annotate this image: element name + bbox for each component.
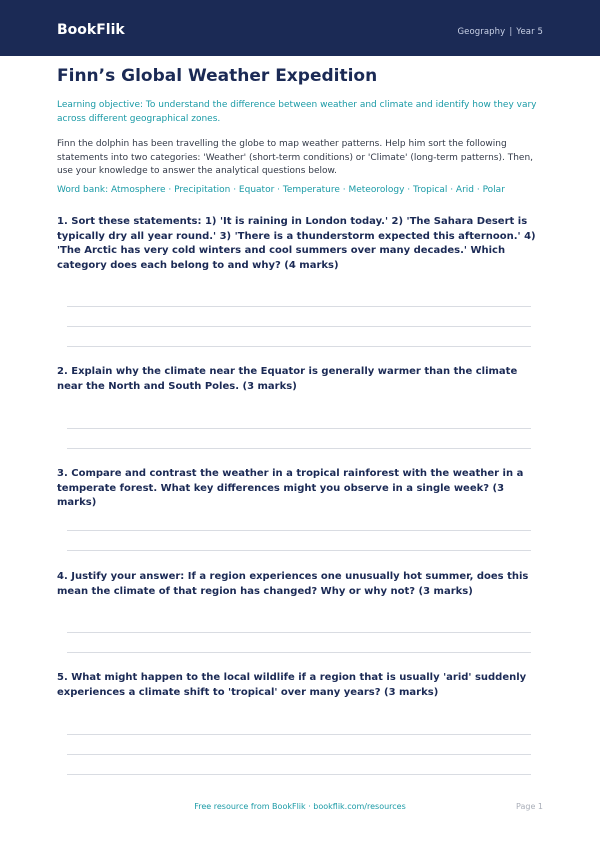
footer-text[interactable]: Free resource from BookFlik · bookflik.com/resources — [194, 802, 406, 811]
answer-line[interactable] — [67, 652, 531, 653]
answer-line[interactable] — [67, 448, 531, 449]
header-meta — [457, 27, 543, 37]
page-number: Page 1 — [516, 802, 543, 811]
question-5: 5. What might happen to the local wildlife if a region that is usually 'arid' suddenly experiences a climate shift to 'tropical' over many years? (3 marks) — [57, 672, 527, 698]
word-bank: Word bank: Atmosphere · Precipitation · Equator · Temperature · Meteorology · Tropical · Arid · Polar — [57, 185, 505, 195]
year-label: Year 5 — [516, 27, 543, 37]
answer-line[interactable] — [67, 734, 531, 735]
question-3: 3. Compare and contrast the weather in a tropical rainforest with the weather in a temperate forest. What key differences might you observe in a single week? (3 marks) — [57, 468, 524, 508]
subject-label: Geography — [457, 27, 506, 37]
answer-line[interactable] — [67, 550, 531, 551]
header-bar — [0, 0, 600, 56]
brand-logo[interactable]: BookFlik — [57, 22, 125, 38]
question-4: 4. Justify your answer: If a region experiences one unusually hot summer, does this mean the climate of that region has changed? Why or why not? (3 marks) — [57, 571, 529, 597]
answer-line[interactable] — [67, 530, 531, 531]
meta-separator: | — [509, 27, 513, 37]
answer-line[interactable] — [67, 754, 531, 755]
answer-line[interactable] — [67, 774, 531, 775]
answer-line[interactable] — [67, 632, 531, 633]
learning-objective: Learning objective: To understand the difference between weather and climate and identify how they vary across different geographical zones. — [57, 100, 537, 124]
question-2: 2. Explain why the climate near the Equator is generally warmer than the climate near the North and South Poles. (3 marks) — [57, 366, 518, 392]
answer-line[interactable] — [67, 326, 531, 327]
answer-line[interactable] — [67, 306, 531, 307]
worksheet-title: Finn’s Global Weather Expedition — [57, 66, 378, 86]
answer-line[interactable] — [67, 346, 531, 347]
question-1: 1. Sort these statements: 1) 'It is raining in London today.' 2) 'The Sahara Desert is typically dry all year round.' 3) 'There is a thunderstorm expected this afternoon.' 4) 'The Arctic has very cold winters and cool summers over many decades.' Which category does each belong to and why? (4 marks) — [57, 216, 536, 271]
intro-paragraph: Finn the dolphin has been travelling the globe to map weather patterns. Help him sort the following statements into two categories: 'Weather' (short-term conditions) or 'Climate' (long-term patterns). Then, use your knowledge to answer the analytical questions below. — [57, 139, 534, 176]
answer-line[interactable] — [67, 428, 531, 429]
